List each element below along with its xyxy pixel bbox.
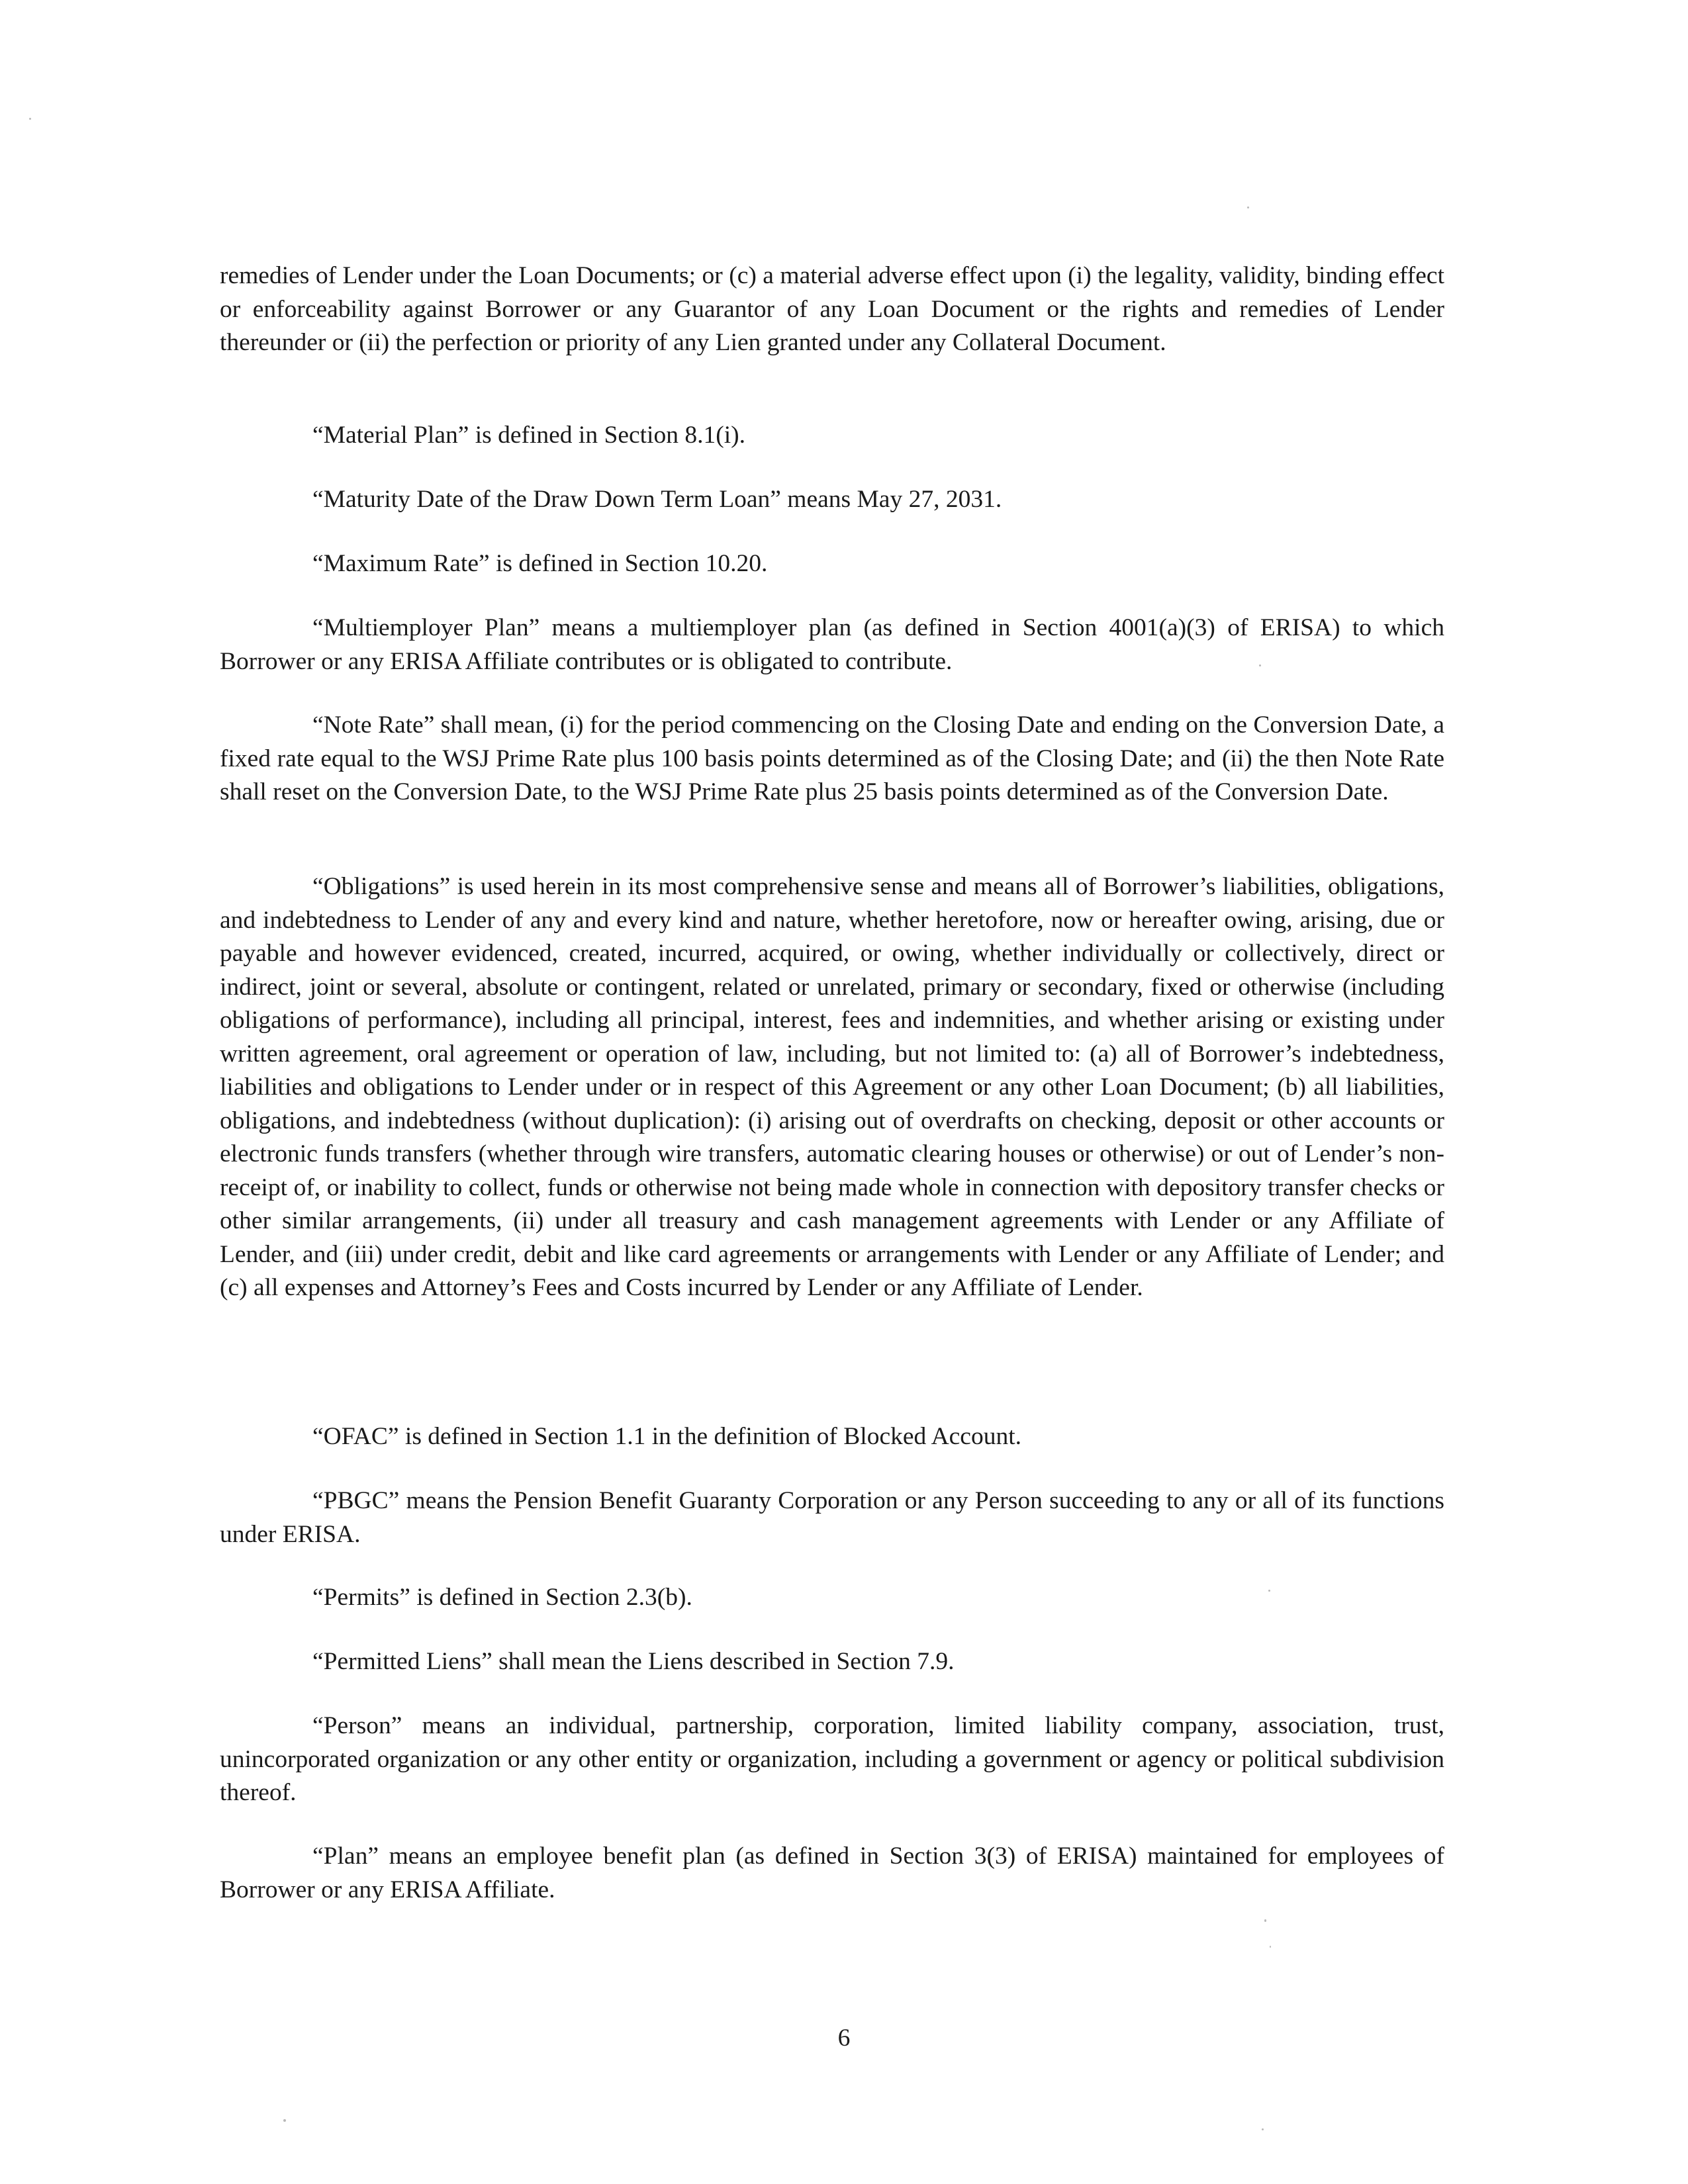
definition-pbgc: “PBGC” means the Pension Benefit Guaranty Corporation or any Person succeeding to any or all of its functions under ERISA.: [220, 1487, 1444, 1548]
definition-material-plan: “Material Plan” is defined in Section 8.1(i).: [312, 422, 745, 449]
page-number: 6: [837, 2025, 851, 2052]
definition-person: “Person” means an individual, partnership, corporation, limited liability company, association, trust, unincorporated organization or any other entity or organization, including a government or agency or political subdivision thereof.: [220, 1712, 1444, 1806]
definition-maximum-rate: “Maximum Rate” is defined in Section 10.20.: [312, 550, 768, 577]
scan-speck: [1259, 664, 1261, 666]
definition-permits: “Permits” is defined in Section 2.3(b).: [312, 1584, 692, 1611]
paragraph-material-adverse-effect-continuation: remedies of Lender under the Loan Documents; or (c) a material adverse effect upon (i) the legality, validity, binding effect or enforceability against Borrower or any Guarantor of any Loan Document or the rights and remedies of Lender thereunder or (ii) the perfection or priority of any Lien granted under any Collateral Document.: [220, 262, 1444, 356]
scan-speck: [1262, 2128, 1264, 2130]
scan-speck: [29, 118, 31, 120]
scan-speck: [1264, 1919, 1266, 1922]
scan-speck: [1268, 1590, 1270, 1592]
definition-obligations: “Obligations” is used herein in its most comprehensive sense and means all of Borrower’s liabilities, obligations, and indebtedness to Lender of any and every kind and nature, whether heretofore, now or hereafter owing, arising, due or payable and however evidenced, created, incurred, acquired, or owing, whether individually or collectively, direct or indirect, joint or several, absolute or contingent, related or unrelated, primary or secondary, fixed or otherwise (including obligations of performance), including all principal, interest, fees and indemnities, and whether arising or existing under written agreement, oral agreement or operation of law, including, but not limited to: (a) all of Borrower’s indebtedness, liabilities and obligations to Lender under or in respect of this Agreement or any other Loan Document; (b) all liabilities, obligations, and indebtedness (without duplication): (i) arising out of overdrafts on checking, deposit or other accounts or electronic funds transfers (whether through wire transfers, automatic clearing houses or otherwise) or out of Lender’s non-receipt of, or inability to collect, funds or otherwise not being made whole in connection with depository transfer checks or other similar arrangements, (ii) under all treasury and cash management agreements with Lender or any Affiliate of Lender, and (iii) under credit, debit and like card agreements or arrangements with Lender or any Affiliate of Lender; and (c) all expenses and Attorney’s Fees and Costs incurred by Lender or any Affiliate of Lender.: [220, 873, 1444, 1301]
scan-speck: [1270, 1946, 1271, 1948]
definition-permitted-liens: “Permitted Liens” shall mean the Liens described in Section 7.9.: [312, 1648, 955, 1675]
scan-speck: [1247, 206, 1249, 208]
definition-note-rate: “Note Rate” shall mean, (i) for the period commencing on the Closing Date and ending on the Conversion Date, a fixed rate equal to the WSJ Prime Rate plus 100 basis points determined as of the Closing Date; and (ii) the then Note Rate shall reset on the Conversion Date, to the WSJ Prime Rate plus 25 basis points determined as of the Conversion Date.: [220, 711, 1444, 805]
definition-maturity-date: “Maturity Date of the Draw Down Term Loan” means May 27, 2031.: [312, 486, 1002, 513]
definition-plan: “Plan” means an employee benefit plan (as defined in Section 3(3) of ERISA) maintained for employees of Borrower or any ERISA Affiliate.: [220, 1843, 1444, 1903]
definition-multiemployer-plan: “Multiemployer Plan” means a multiemployer plan (as defined in Section 4001(a)(3) of ERISA) to which Borrower or any ERISA Affiliate contributes or is obligated to contribute.: [220, 614, 1444, 675]
scan-speck: [283, 2119, 286, 2122]
definition-ofac: “OFAC” is defined in Section 1.1 in the definition of Blocked Account.: [312, 1423, 1021, 1450]
